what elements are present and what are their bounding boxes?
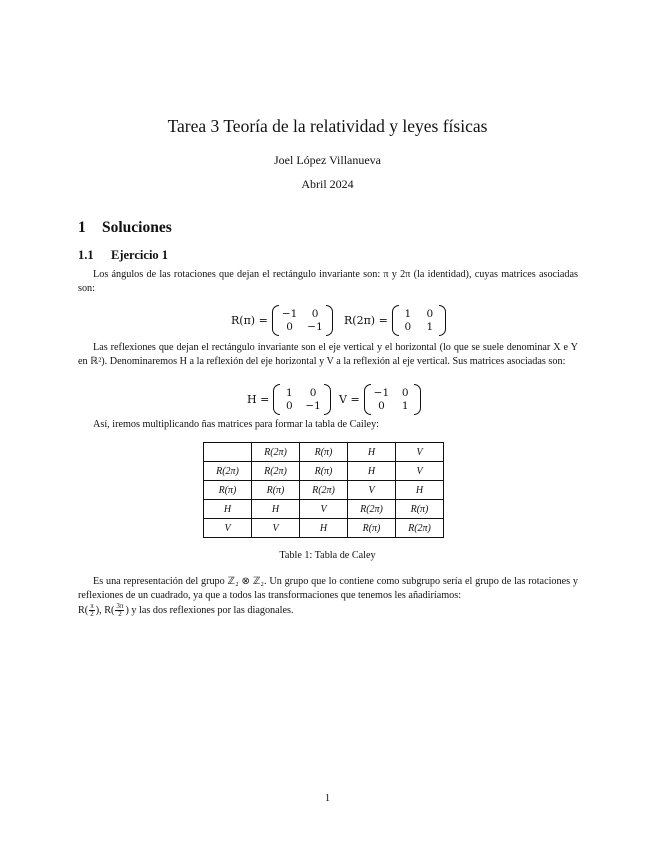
document-title: Tarea 3 Teoría de la relatividad y leyes físicas bbox=[167, 116, 488, 136]
left-paren bbox=[364, 384, 371, 415]
table-cell: R(π) bbox=[300, 443, 348, 462]
table-cell: V bbox=[204, 519, 252, 538]
equation-label: V = bbox=[339, 393, 360, 406]
right-paren bbox=[414, 384, 421, 415]
paragraph-table-intro: Así, iremos multiplicando ñas matrices para formar la tabla de Cailey: bbox=[93, 419, 380, 430]
equation-h bbox=[247, 384, 331, 415]
table-cell: R(π) bbox=[300, 462, 348, 481]
matrix bbox=[272, 305, 333, 336]
matrix-cell: 0 bbox=[285, 400, 293, 412]
table-cell: V bbox=[396, 443, 444, 462]
equation-r-pi bbox=[231, 305, 333, 336]
matrix-cell: 1 bbox=[285, 387, 293, 399]
matrix-cell: 0 bbox=[378, 400, 385, 412]
paragraph-rotations: Los ángulos de las rotaciones que dejan el rectángulo invariante son: π y 2π (la identidad), cuyas matrices asociadas son: bbox=[78, 269, 578, 294]
equation-r-2pi bbox=[344, 305, 446, 336]
table-cell: V bbox=[396, 462, 444, 481]
fraction bbox=[89, 603, 95, 618]
table-cell: R(2π) bbox=[252, 443, 300, 462]
r-prefix: R( bbox=[78, 604, 89, 616]
caley-table bbox=[203, 442, 444, 538]
matrix-cell: −1 bbox=[307, 321, 323, 333]
section-number: 1 bbox=[78, 219, 86, 236]
right-paren bbox=[324, 384, 331, 415]
matrix-cell: −1 bbox=[305, 400, 321, 412]
section-title: Soluciones bbox=[102, 219, 172, 236]
left-paren bbox=[392, 305, 399, 336]
table-cell: H bbox=[396, 481, 444, 500]
matrix-cell: 0 bbox=[309, 387, 317, 399]
equation-v bbox=[339, 384, 421, 415]
equation-label: R(2π) = bbox=[344, 314, 388, 327]
denominator: 2 bbox=[118, 610, 122, 618]
date: Abril 2024 bbox=[301, 177, 354, 191]
matrix-cell: 1 bbox=[404, 308, 412, 320]
page-number: 1 bbox=[324, 793, 331, 804]
matrix bbox=[392, 305, 446, 336]
matrix-cell: 1 bbox=[401, 400, 409, 412]
separator: ), R( bbox=[95, 604, 115, 616]
matrix-cell: 0 bbox=[426, 308, 434, 320]
right-paren bbox=[439, 305, 446, 336]
table-cell: R(π) bbox=[204, 481, 252, 500]
matrix-cell: 0 bbox=[401, 387, 409, 399]
table-cell: V bbox=[300, 500, 348, 519]
table-cell: R(π) bbox=[252, 481, 300, 500]
left-paren bbox=[273, 384, 280, 415]
numerator: 3π bbox=[116, 602, 124, 610]
matrix-cell: 0 bbox=[404, 321, 412, 333]
table-cell: H bbox=[204, 500, 252, 519]
table-caption: Table 1: Tabla de Caley bbox=[279, 550, 376, 561]
table-cell: R(2π) bbox=[252, 462, 300, 481]
left-paren bbox=[272, 305, 279, 336]
equation-label: R(π) = bbox=[231, 314, 268, 327]
matrix-cell: 0 bbox=[286, 321, 293, 333]
author: Joel López Villanueva bbox=[273, 153, 382, 167]
matrix bbox=[364, 384, 421, 415]
table-cell: R(2π) bbox=[348, 500, 396, 519]
table-cell: V bbox=[252, 519, 300, 538]
table-cell: R(2π) bbox=[300, 481, 348, 500]
table-row bbox=[204, 462, 444, 481]
matrix-cell: 1 bbox=[426, 321, 434, 333]
table-cell: R(2π) bbox=[396, 519, 444, 538]
denominator: 2 bbox=[90, 610, 94, 618]
paragraph-conclusion bbox=[78, 575, 578, 618]
table-cell: V bbox=[348, 481, 396, 500]
conclusion-text: Es una representación del grupo ℤ₂ ⊗ ℤ₂. Un grupo que lo contiene como subgrupo sería el grupo de las rotaciones y reflexiones de un cuadrado, ya que a todos las transformaciones que tenemos les añadiríamos: bbox=[78, 576, 578, 601]
numerator: π bbox=[90, 602, 94, 610]
table-row bbox=[204, 481, 444, 500]
matrix bbox=[273, 384, 330, 415]
table-cell: H bbox=[252, 500, 300, 519]
table-row bbox=[204, 500, 444, 519]
matrix-cell: −1 bbox=[281, 308, 298, 320]
equation-label: H = bbox=[247, 393, 270, 406]
table-cell: H bbox=[348, 443, 396, 462]
right-paren bbox=[326, 305, 333, 336]
fraction bbox=[115, 603, 124, 618]
subsection-title: Ejercicio 1 bbox=[111, 248, 169, 262]
matrix-cell: −1 bbox=[373, 387, 390, 399]
table-cell: H bbox=[348, 462, 396, 481]
extra-rotations bbox=[78, 603, 294, 618]
subsection-number: 1.1 bbox=[78, 248, 94, 262]
table-row bbox=[204, 443, 444, 462]
table-cell: H bbox=[300, 519, 348, 538]
section-heading bbox=[78, 219, 172, 237]
table-cell bbox=[204, 443, 252, 462]
conclusion-end: ) y las dos reflexiones por las diagonales. bbox=[125, 604, 294, 616]
subsection-heading bbox=[78, 248, 168, 263]
table-cell: R(π) bbox=[396, 500, 444, 519]
matrix-cell: 0 bbox=[311, 308, 319, 320]
paragraph-reflections: Las reflexiones que dejan el rectángulo invariante son el eje vertical y el horizontal (lo que se suele denominar X e Y en ℝ²). Denominaremos H a la reflexión del eje horizontal y V a la reflexión al eje vertical. Sus matrices asociadas son: bbox=[78, 342, 578, 367]
table-cell: R(π) bbox=[348, 519, 396, 538]
table-row bbox=[204, 519, 444, 538]
table-cell: R(2π) bbox=[204, 462, 252, 481]
